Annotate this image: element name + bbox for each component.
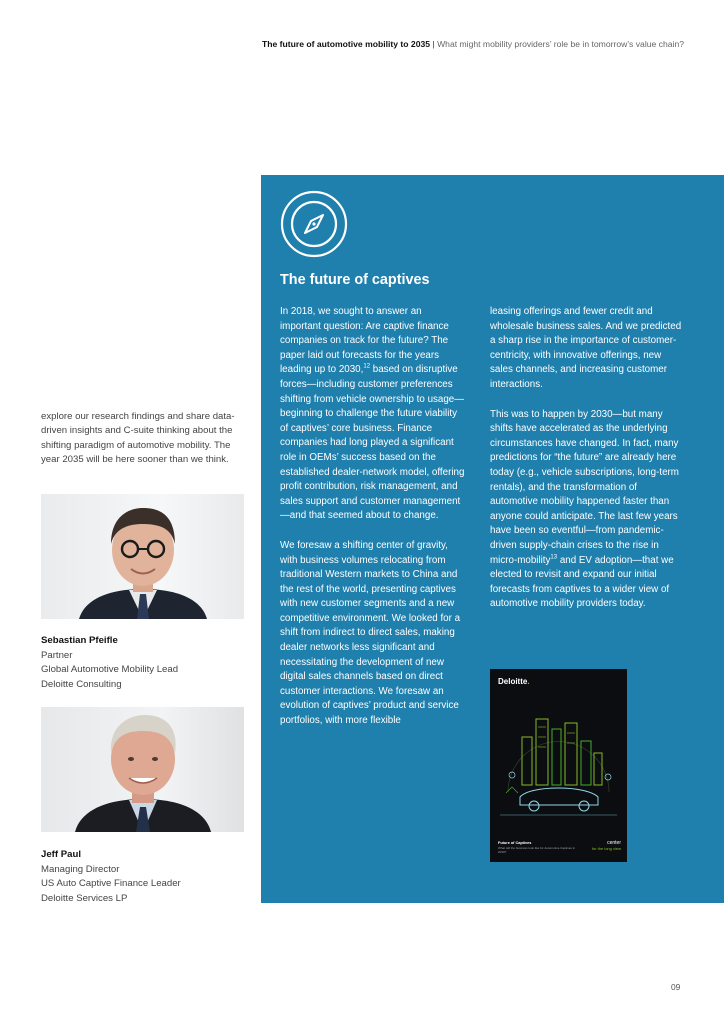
- city-illustration: [490, 697, 627, 837]
- report-title: Future of Captives: [498, 841, 532, 845]
- person-role: Global Automotive Mobility Lead: [41, 664, 179, 676]
- panel-heading: The future of captives: [280, 272, 430, 288]
- paragraph: leasing offerings and fewer credit and wholesale business sales. And we predicted a sharp rise in the importance of customer-centricity, with innovative offerings, new sales channels, and increasing customer interactions.: [490, 306, 682, 390]
- footnote-ref: 13: [550, 554, 558, 561]
- paragraph: In 2018, we sought to answer an important question: Are captive finance companies on track for the future? The paper laid out forecasts for the years leading up to 2030,12 based on disruptive forces—including customer preferences shifting from vehicle ownership to usage—beginning to challenge the future viability of captives’ core business. Finance companies had long played a significant role in OEMs’ success based on the established dealer-network model, offering profit contribution, risk management, and sales support and customer management—and that seemed about to change.: [280, 306, 465, 522]
- deloitte-logo: Deloitte.: [498, 677, 530, 686]
- report-cover-thumbnail: [490, 669, 627, 862]
- running-header: [262, 39, 684, 49]
- page-number: 09: [671, 982, 681, 992]
- person-title: Managing Director: [41, 863, 120, 875]
- portrait-jeff-paul: [41, 707, 244, 832]
- person-name: Sebastian Pfeifle: [41, 635, 118, 646]
- paragraph: We foresaw a shifting center of gravity, with business volumes relocating from traditional Western markets to China and the rest of the world, presenting captives with new customer segments and a new competitive environment. We looked for a shift from indirect to direct sales, making dealer networks less significant and necessitating the development of new digital sales channels based on direct customer interactions. We foresaw an evolution of captives’ product and service portfolios, with more flexible: [280, 539, 461, 727]
- person-company: Deloitte Consulting: [41, 678, 122, 690]
- paragraph: This was to happen by 2030—but many shifts have accelerated as the underlying circumstances have changed. In fact, many predictions for “the future” are already here today (e.g., vehicle subscriptions, long-term rentals), and the transformation of automotive mobility happened faster than anyone could anticipate. The last few years have been so eventful—from pandemic-driven supply-chain crises to the rise in micro-mobility$^{13}$ and EV adoption—that we elected to revisit and expand our initial forecasts from captives to a wider view of automotive mobility providers today.: [490, 408, 679, 610]
- person-card-jeff-paul: [41, 848, 181, 906]
- compass-icon: [279, 189, 349, 259]
- panel-column-left: [280, 305, 465, 744]
- person-role: US Auto Captive Finance Leader: [41, 878, 181, 890]
- person-title: Partner: [41, 649, 73, 661]
- intro-paragraph: explore our research findings and share data-driven insights and C-suite thinking about the shifting paradigm of automotive mobility. The year 2035 will be here sooner than we think.: [41, 411, 235, 466]
- center-logo: center for the long view: [591, 840, 621, 851]
- header-title: The future of automotive mobility to 2035: [261, 39, 431, 49]
- header-subtitle: What might mobility providers’ role be in tomorrow’s value chain?: [437, 39, 684, 49]
- person-name: Jeff Paul: [41, 849, 81, 860]
- person-card-sebastian-pfeifle: [41, 634, 178, 692]
- future-of-captives-panel: [261, 175, 724, 903]
- footnote-ref: 12: [363, 364, 371, 371]
- person-company: Deloitte Services LP: [41, 892, 128, 904]
- panel-column-right: [490, 305, 682, 627]
- header-separator: |: [432, 39, 435, 49]
- report-subtitle: What will the business look like for Automotive Captives in 2030?: [498, 846, 576, 854]
- portrait-sebastian-pfeifle: [41, 494, 244, 619]
